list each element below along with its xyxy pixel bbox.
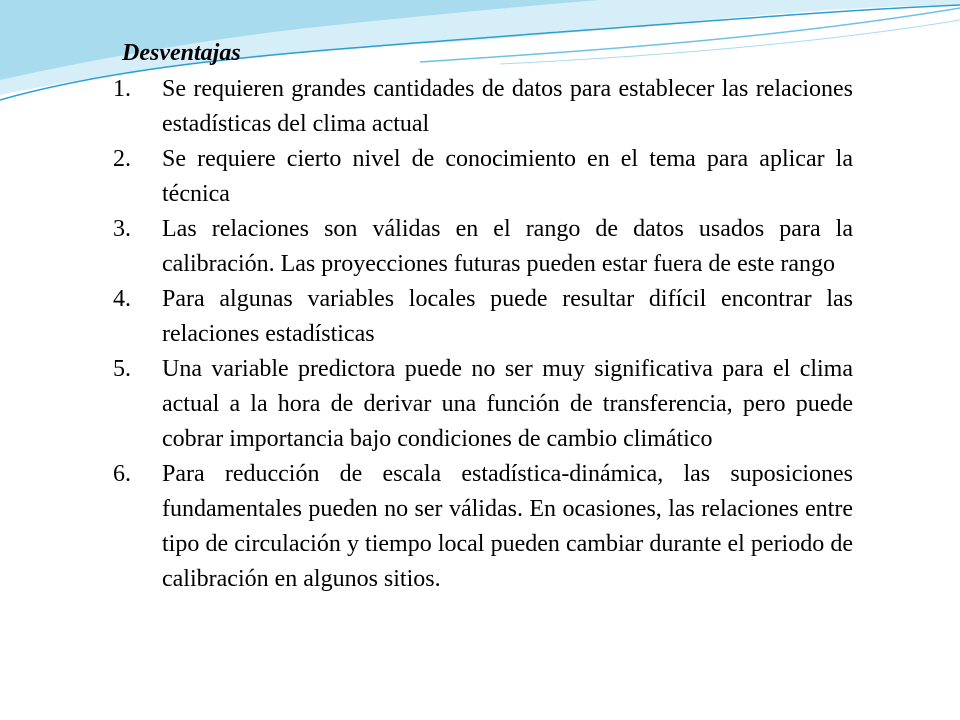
list-item-number: 6. <box>113 461 131 487</box>
list-item-number: 5. <box>113 356 131 382</box>
list-item <box>113 72 853 142</box>
list-item <box>113 212 853 282</box>
list-item-text: Para algunas variables locales puede resultar difícil encontrar las relaciones estadísticas <box>162 286 853 347</box>
list-item-text: Las relaciones son válidas en el rango de datos usados para la calibración. Las proyecciones futuras pueden estar fuera de este rango <box>162 216 853 277</box>
list-item <box>113 142 853 212</box>
section-heading: Desventajas <box>122 40 241 66</box>
list-item-text: Para reducción de escala estadística-dinámica, las suposiciones fundamentales pueden no ser válidas. En ocasiones, las relaciones entre tipo de circulación y tiempo local pueden cambiar durante el periodo de calibración en algunos sitios. <box>162 461 853 592</box>
list-item-number: 3. <box>113 216 131 242</box>
list-item-text: Se requiere cierto nivel de conocimiento en el tema para aplicar la técnica <box>162 146 853 207</box>
list-item <box>113 457 853 597</box>
list-item-number: 2. <box>113 146 131 172</box>
list-item-text: Se requieren grandes cantidades de datos para establecer las relaciones estadísticas del clima actual <box>162 76 853 137</box>
list-item <box>113 282 853 352</box>
list-item <box>113 352 853 457</box>
disadvantages-list <box>113 72 853 597</box>
list-item-number: 4. <box>113 286 131 312</box>
list-item-number: 1. <box>113 76 131 102</box>
list-item-text: Una variable predictora puede no ser muy significativa para el clima actual a la hora de derivar una función de transferencia, pero puede cobrar importancia bajo condiciones de cambio climático <box>162 356 853 452</box>
